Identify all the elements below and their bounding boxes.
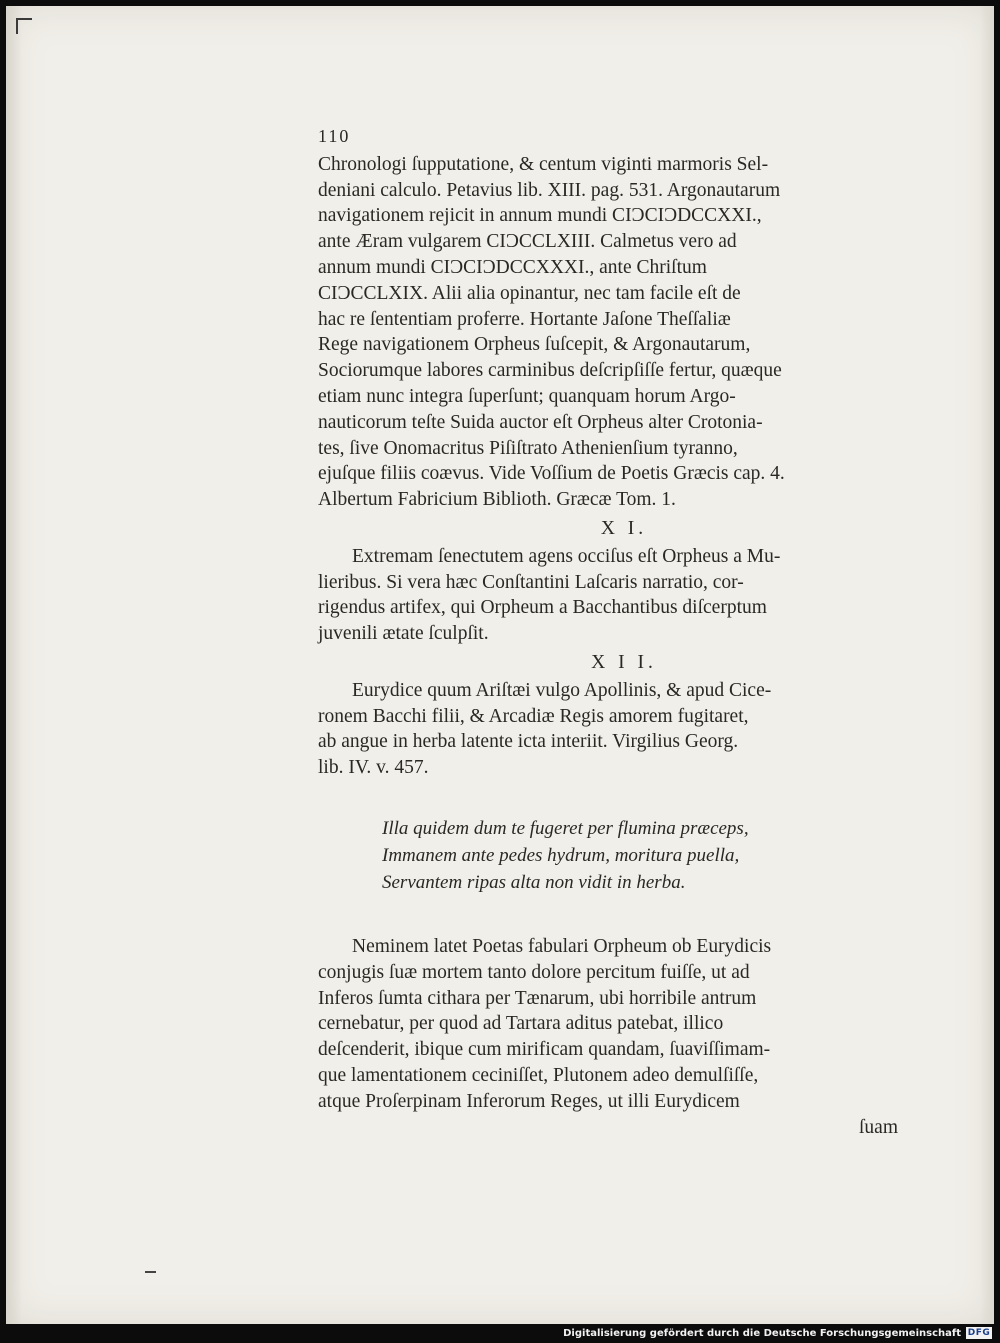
paragraph-1 xyxy=(318,152,930,513)
text-line: que lamentationem ceciniſſet, Plutonem adeo demulſiſſe, xyxy=(318,1064,759,1086)
text-line: Rege navigationem Orpheus ſuſcepit, & Argonautarum, xyxy=(318,334,751,356)
text-line: Extremam ſenectutem agens occiſus eſt Orpheus a Mu- xyxy=(352,545,781,567)
text-line: ejuſque filiis coævus. Vide Voſſium de Poetis Græcis cap. 4. xyxy=(318,463,785,485)
text-line: deſcenderit, ibique cum mirificam quandam, ſuaviſſimam- xyxy=(318,1039,771,1061)
text-line: ronem Bacchi filii, & Arcadiæ Regis amorem fugitaret, xyxy=(318,705,749,727)
text-line: Eurydice quum Ariſtæi vulgo Apollinis, & apud Cice- xyxy=(352,679,772,701)
text-block xyxy=(318,124,930,1140)
section-number-12: X I I. xyxy=(591,651,657,673)
text-line: CIƆCCLXIX. Alii alia opinantur, nec tam facile eſt de xyxy=(318,282,741,304)
text-line: Neminem latet Poetas fabulari Orpheum ob Eurydicis xyxy=(352,935,772,957)
section-12-paragraph xyxy=(318,678,930,781)
text-line: ante Æram vulgarem CIƆCCLXIII. Calmetus vero ad xyxy=(318,231,737,253)
catchword: ſuam xyxy=(859,1116,898,1138)
text-line: cernebatur, per quod ad Tartara aditus patebat, illico xyxy=(318,1013,724,1035)
text-line: juvenili ætate ſculpſit. xyxy=(318,623,489,645)
text-line: lieribus. Si vera hæc Conſtantini Laſcaris narratio, cor- xyxy=(318,571,744,593)
text-line: nauticorum teſte Suida auctor eſt Orpheus alter Crotonia- xyxy=(318,411,763,433)
paragraph-2 xyxy=(318,934,930,1115)
text-line: ab angue in herba latente icta interiit. Virgilius Georg. xyxy=(318,731,739,753)
text-line: lib. IV. v. 457. xyxy=(318,757,429,779)
footer-credit: Digitalisierung gefördert durch die Deutsche Forschungsgemeinschaft xyxy=(563,1327,961,1339)
text-line: Albertum Fabricium Biblioth. Græcæ Tom. 1. xyxy=(318,489,676,511)
text-line: navigationem rejicit in annum mundi CIƆCIƆDCCXXI., xyxy=(318,205,762,227)
verse-line: Illa quidem dum te fugeret per flumina præceps, xyxy=(382,817,749,839)
margin-tick-mark xyxy=(145,1271,156,1273)
section-11-paragraph xyxy=(318,544,930,647)
text-line: deniani calculo. Petavius lib. XIII. pag. 531. Argonautarum xyxy=(318,179,781,201)
text-line: Sociorumque labores carminibus deſcripſiſſe fertur, quæque xyxy=(318,360,782,382)
crop-corner-mark xyxy=(16,18,32,34)
scanned-page xyxy=(6,6,994,1324)
text-line: hac re ſententiam proferre. Hortante Jaſone Theſſaliæ xyxy=(318,308,731,330)
text-line: Inferos ſumta cithara per Tænarum, ubi horribile antrum xyxy=(318,987,757,1009)
dfg-logo-icon: DFG xyxy=(967,1328,991,1338)
page-edge-shadow-left xyxy=(6,6,22,1324)
text-line: annum mundi CIƆCIƆDCCXXXI., ante Chriſtum xyxy=(318,256,707,278)
text-line: rigendus artifex, qui Orpheum a Bacchantibus diſcerptum xyxy=(318,597,767,619)
page-number: 110 xyxy=(318,126,351,146)
text-line: etiam nunc integra ſuperſunt; quanquam horum Argo- xyxy=(318,385,736,407)
verse-line: Immanem ante pedes hydrum, moritura puella, xyxy=(382,844,740,866)
verse-line: Servantem ripas alta non vidit in herba. xyxy=(382,871,686,893)
page-edge-shadow-right xyxy=(980,6,994,1324)
digitization-footer xyxy=(563,1326,992,1340)
section-number-11: X I. xyxy=(600,517,648,539)
text-line: Chronologi ſupputatione, & centum viginti marmoris Sel- xyxy=(318,153,769,175)
text-line: tes, ſive Onomacritus Piſiſtrato Athenienſium tyranno, xyxy=(318,437,738,459)
verse-quotation xyxy=(382,815,930,896)
text-line: conjugis ſuæ mortem tanto dolore percitum fuiſſe, ut ad xyxy=(318,961,750,983)
text-line: atque Proſerpinam Inferorum Reges, ut illi Eurydicem xyxy=(318,1090,740,1112)
